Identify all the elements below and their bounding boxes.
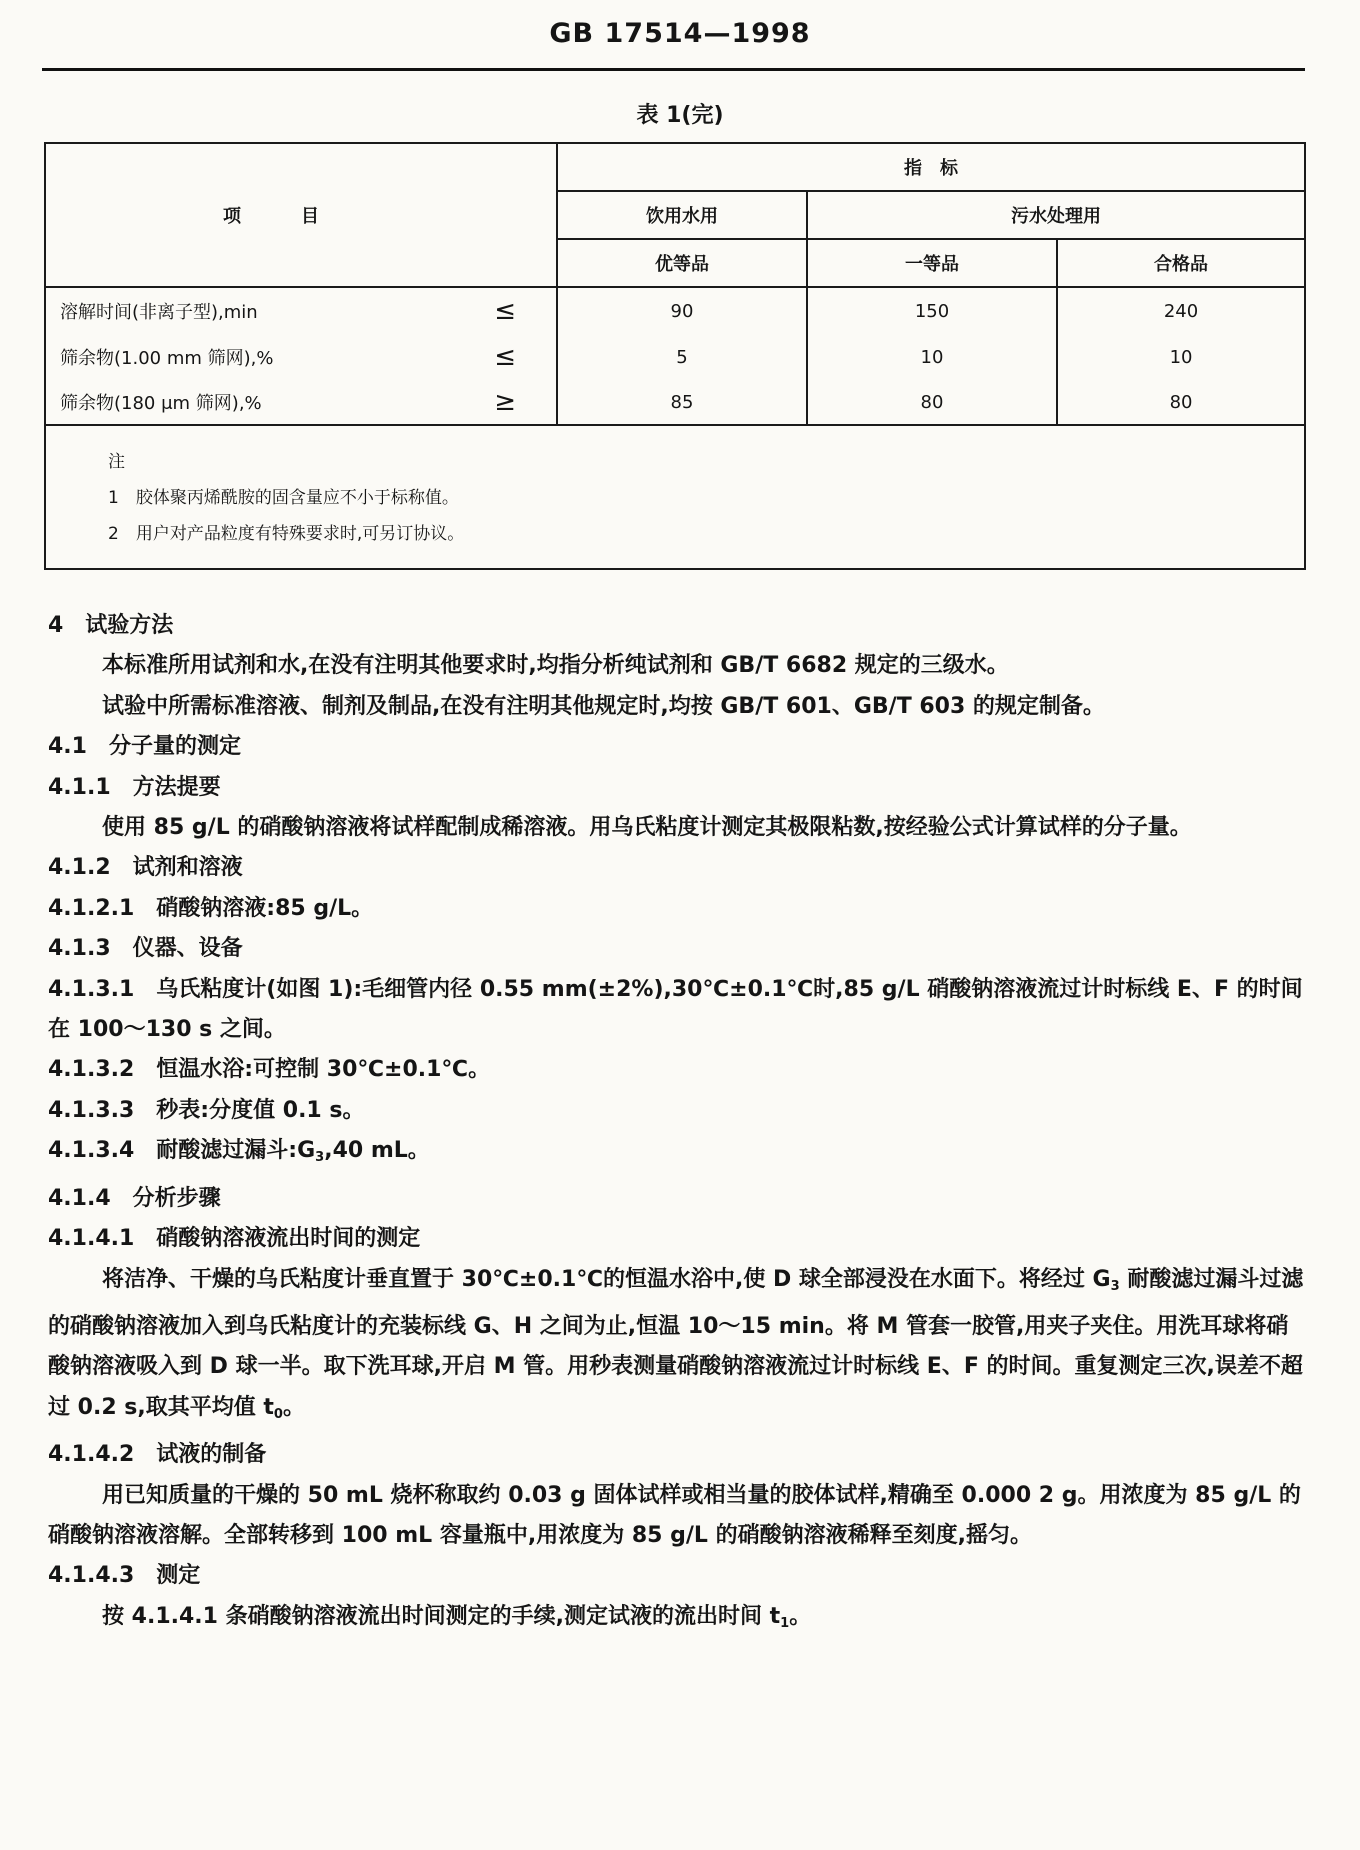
table-cell: 90 [557,287,807,334]
table-cell: 80 [807,380,1057,425]
row-label: 筛余物(180 μm 筛网),% [60,393,262,414]
table-caption: 表 1(完) [636,103,724,128]
section-heading: 4.1.4.3 测定 [48,1563,201,1589]
section-heading: 4.1.3 仪器、设备 [48,936,243,962]
note-item: 2 用户对产品粒度有特殊要求时,可另订协议。 [108,524,465,544]
grade-header: 优等品 [557,239,807,287]
row-label: 筛余物(1.00 mm 筛网),% [60,348,274,369]
comparison-symbol: ≤ [494,296,516,326]
row-label: 溶解时间(非离子型),min [60,302,258,323]
section-heading: 4.1.4.2 试液的制备 [48,1442,267,1468]
comparison-symbol: ≥ [494,387,516,417]
section-heading: 4.1.2 试剂和溶液 [48,855,243,881]
paragraph: 使用 85 g/L 的硝酸钠溶液将试样配制成稀溶液。用乌氏粘度计测定其极限粘数,按经验公式计算试样的分子量。 [102,815,1192,841]
clause: 4.1.2.1 硝酸钠溶液:85 g/L。 [48,895,374,921]
table-notes [45,425,1305,569]
item-column-header: 项目 [45,143,557,287]
index-header: 指 标 [557,143,1305,191]
grade-header: 一等品 [807,239,1057,287]
paragraph: 用已知质量的干燥的 50 mL 烧杯称取约 0.03 g 固体试样或相当量的胶体试样,精确至 0.000 2 g。用浓度为 85 g/L 的硝酸钠溶液溶解。全部转移到 100 mL 容量瓶中,用浓度为 85 g/L 的硝酸钠溶液稀释至刻度,摇匀。 [48,1482,1301,1548]
section-heading: 4 试验方法 [48,613,174,638]
spec-table [44,142,1306,570]
clause: 4.1.3.3 秒表:分度值 0.1 s。 [48,1097,365,1123]
group-sewage-treatment: 污水处理用 [807,191,1305,239]
section-heading: 4.1.4 分析步骤 [48,1185,221,1211]
paragraph: 按 4.1.4.1 条硝酸钠溶液流出时间测定的手续,测定试液的流出时间 $t_1$。 [102,1603,812,1631]
table-cell: 10 [807,334,1057,380]
paragraph: 试验中所需标准溶液、制剂及制品,在没有注明其他规定时,均按 GB/T 601、GB/T 603 的规定制备。 [102,693,1105,719]
table-row [45,380,1305,425]
table-row [45,287,1305,334]
standard-number-header: GB 17514—1998 [549,18,811,49]
group-drinking-water: 饮用水用 [557,191,807,239]
table-cell: 80 [1057,380,1305,425]
header-rule [42,68,1305,71]
table-row [45,334,1305,380]
document-body [48,606,1310,1644]
clause: 4.1.3.1 乌氏粘度计(如图 1):毛细管内径 0.55 mm(±2%),30℃±0.1℃时,85 g/L 硝酸钠溶液流过计时标线 E、F 的时间在 100～130 s 之间。 [48,976,1303,1043]
section-heading: 4.1.4.1 硝酸钠溶液流出时间的测定 [48,1226,421,1252]
table-cell: 85 [557,380,807,425]
table-cell: 150 [807,287,1057,334]
comparison-symbol: ≤ [494,342,516,372]
notes-title: 注 [108,452,125,472]
note-item: 1 胶体聚丙烯酰胺的固含量应不小于标称值。 [108,488,459,508]
table-cell: 240 [1057,287,1305,334]
section-heading: 4.1.1 方法提要 [48,774,221,800]
table-cell: 10 [1057,334,1305,380]
section-heading: 4.1 分子量的测定 [48,734,241,760]
grade-header: 合格品 [1057,239,1305,287]
clause: 4.1.3.2 恒温水浴:可控制 30℃±0.1℃。 [48,1057,491,1083]
paragraph: 将洁净、干燥的乌氏粘度计垂直置于 30℃±0.1℃的恒温水浴中,使 D 球全部浸没在水面下。将经过 $G_3$ 耐酸滤过漏斗过滤的硝酸钠溶液加入到乌氏粘度计的充装标线 G、H 之间为止,恒温 10～15 min。将 M 管套一胶管,用夹子夹住。用洗耳球将硝酸钠溶液吸入到 D 球一半。取下洗耳球,开启 M 管。用秒表测量硝酸钠溶液流过计时标线 E、F 的时间。重复测定三次,误差不超过 0.2 s,取其平均值 $t_0$。 [48,1266,1304,1422]
paragraph: 本标准所用试剂和水,在没有注明其他要求时,均指分析纯试剂和 GB/T 6682 规定的三级水。 [102,653,1009,679]
clause: 4.1.3.4 耐酸滤过漏斗$:G_3,40$ mL。 [48,1138,430,1166]
table-cell: 5 [557,334,807,380]
